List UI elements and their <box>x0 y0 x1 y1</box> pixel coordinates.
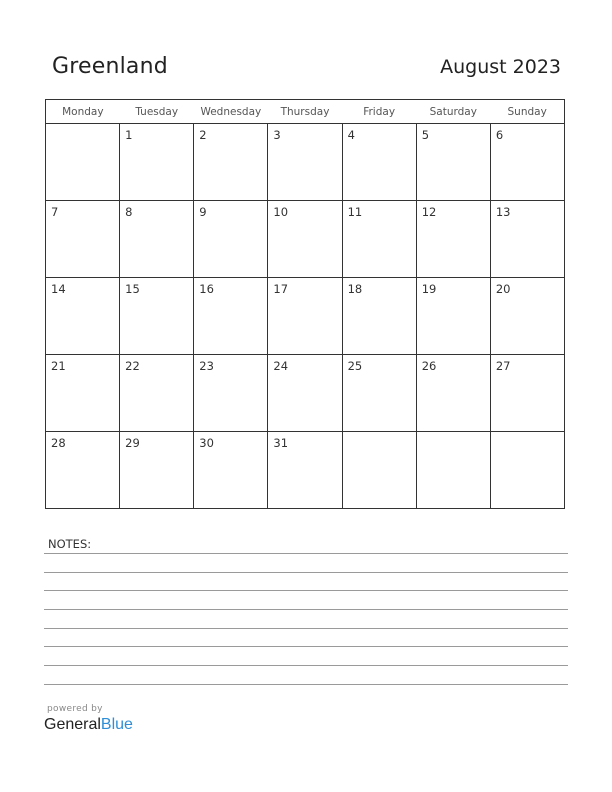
day-number: 4 <box>347 128 355 142</box>
day-cell <box>120 355 194 432</box>
day-number: 26 <box>421 359 437 373</box>
day-cell <box>342 355 416 432</box>
day-number: 19 <box>421 282 437 296</box>
day-number <box>343 432 416 436</box>
notes-line <box>44 609 568 610</box>
day-cell <box>416 432 490 509</box>
day-number: 17 <box>273 282 289 296</box>
day-number <box>46 124 119 128</box>
notes-line <box>44 646 568 647</box>
day-number: 13 <box>495 205 511 219</box>
notes-line <box>44 572 568 573</box>
day-cell <box>194 278 268 355</box>
day-cell <box>416 278 490 355</box>
weekday-header: Wednesday <box>194 100 268 124</box>
day-cell <box>120 201 194 278</box>
day-cell <box>268 355 342 432</box>
day-cell <box>268 278 342 355</box>
day-cell <box>46 355 120 432</box>
day-cell <box>120 278 194 355</box>
day-cell <box>194 124 268 201</box>
day-cell <box>268 201 342 278</box>
country-title: Greenland <box>52 54 168 79</box>
day-cell <box>120 432 194 509</box>
day-number: 28 <box>51 436 66 450</box>
day-number: 5 <box>421 128 430 142</box>
day-number: 20 <box>495 282 511 296</box>
weekday-header: Tuesday <box>120 100 194 124</box>
day-cell <box>342 201 416 278</box>
weekday-header-row <box>46 100 565 124</box>
day-cell <box>46 278 120 355</box>
month-title: August 2023 <box>440 56 561 78</box>
day-cell <box>490 278 564 355</box>
day-number <box>417 432 490 436</box>
day-number: 21 <box>51 359 66 373</box>
day-number: 23 <box>199 359 214 373</box>
week-row <box>46 124 565 201</box>
brand-logo <box>44 716 133 734</box>
day-cell <box>490 432 564 509</box>
notes-label: NOTES: <box>48 537 92 551</box>
day-cell <box>416 355 490 432</box>
day-cell <box>194 201 268 278</box>
day-number: 15 <box>125 282 140 296</box>
day-cell <box>120 124 194 201</box>
day-cell <box>490 355 564 432</box>
day-cell <box>46 124 120 201</box>
day-number: 10 <box>273 205 289 219</box>
day-number: 25 <box>347 359 363 373</box>
day-number: 1 <box>125 128 133 142</box>
brand-blue: Blue <box>100 716 133 733</box>
notes-line <box>44 628 568 629</box>
week-row <box>46 355 565 432</box>
weekday-header: Sunday <box>490 100 564 124</box>
weekday-header: Monday <box>46 100 120 124</box>
day-number: 27 <box>495 359 511 373</box>
day-cell <box>268 432 342 509</box>
day-number: 22 <box>125 359 140 373</box>
day-cell <box>342 432 416 509</box>
brand-general: General <box>44 716 101 733</box>
day-number: 11 <box>347 205 363 219</box>
day-number: 31 <box>273 436 289 450</box>
day-cell <box>194 432 268 509</box>
day-cell <box>490 201 564 278</box>
day-cell <box>268 124 342 201</box>
notes-line <box>44 590 568 591</box>
day-number: 14 <box>51 282 66 296</box>
day-number: 16 <box>199 282 214 296</box>
day-cell <box>46 432 120 509</box>
weekday-header: Saturday <box>416 100 490 124</box>
day-number: 3 <box>273 128 281 142</box>
week-row <box>46 201 565 278</box>
day-number: 9 <box>199 205 207 219</box>
day-cell <box>342 124 416 201</box>
powered-by-text: powered by <box>47 704 103 714</box>
notes-line <box>44 665 568 666</box>
day-cell <box>194 355 268 432</box>
day-number <box>491 432 564 436</box>
day-cell <box>416 124 490 201</box>
day-cell <box>416 201 490 278</box>
day-number: 30 <box>199 436 214 450</box>
day-number: 7 <box>51 205 59 219</box>
day-number: 2 <box>199 128 207 142</box>
weekday-header: Friday <box>342 100 416 124</box>
day-number: 8 <box>125 205 133 219</box>
day-number: 6 <box>495 128 504 142</box>
notes-line <box>44 553 568 554</box>
day-number: 12 <box>421 205 437 219</box>
notes-line <box>44 684 568 685</box>
day-cell <box>490 124 564 201</box>
week-row <box>46 432 565 509</box>
calendar-grid <box>45 99 565 509</box>
day-cell <box>46 201 120 278</box>
day-number: 18 <box>347 282 363 296</box>
day-number: 24 <box>273 359 289 373</box>
day-number: 29 <box>125 436 140 450</box>
week-row <box>46 278 565 355</box>
day-cell <box>342 278 416 355</box>
weekday-header: Thursday <box>268 100 342 124</box>
